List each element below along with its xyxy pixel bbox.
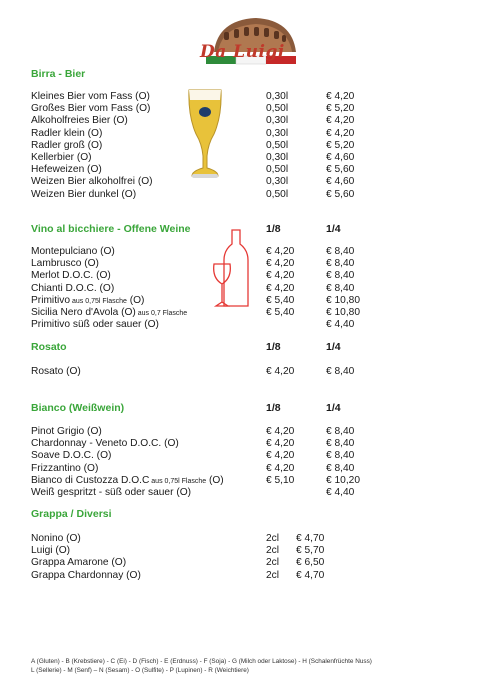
item-col-1: 0,30l	[266, 152, 289, 163]
item-name-text: Montepulciano (O)	[31, 246, 115, 257]
item-name-text: Weizen Bier dunkel (O)	[31, 188, 137, 200]
item-name-text: Kleines Bier vom Fass (O)	[31, 91, 150, 102]
item-name	[31, 164, 102, 176]
item-name-text: Soave D.O.C. (O)	[31, 450, 112, 462]
item-col-1: € 4,20	[266, 426, 295, 437]
item-name	[31, 103, 150, 115]
item-col-2: € 8,40	[326, 438, 355, 450]
bottle-note: aus 0,75l Flasche	[70, 297, 127, 305]
section-title-beer: Birra - Bier	[31, 68, 86, 80]
item-col-2: € 8,40	[326, 246, 355, 257]
list-item	[31, 557, 371, 569]
item-name	[31, 140, 102, 152]
item-col-2: € 4,70	[296, 569, 325, 581]
item-col-2: € 8,40	[326, 258, 355, 270]
item-col-1: 0,30l	[266, 176, 289, 188]
item-col-2: € 8,40	[326, 426, 355, 437]
item-col-2: € 4,40	[326, 319, 355, 331]
item-name-text: Luigi (O)	[31, 545, 71, 557]
item-name-text: Kellerbier (O)	[31, 152, 92, 163]
list-item	[31, 463, 371, 475]
item-name-suffix: (O)	[126, 294, 145, 306]
item-name	[31, 176, 153, 188]
item-col-1: 0,50l	[266, 164, 289, 176]
col-head-red-1-8: 1/8	[266, 223, 281, 235]
item-name	[31, 283, 114, 295]
bottle-note: aus 0,7 Flasche	[135, 310, 188, 317]
item-col-2: € 4,20	[326, 127, 355, 139]
list-item	[31, 258, 371, 270]
allergen-legend	[31, 657, 372, 675]
list-item	[31, 246, 371, 258]
item-name-text: Rosato (O)	[31, 366, 81, 377]
restaurant-logo-text: Da Luigi	[200, 42, 285, 62]
list-item	[31, 189, 371, 201]
list-item	[31, 295, 371, 307]
item-col-1: € 5,40	[266, 307, 295, 318]
item-name	[31, 115, 128, 127]
list-item	[31, 487, 371, 499]
item-name	[31, 545, 70, 557]
list-item	[31, 307, 371, 319]
wine-bottle-glass-icon	[212, 228, 262, 310]
col-head-rosato-1-4: 1/4	[326, 341, 341, 353]
item-name-text: Weiß gespritzt - süß oder sauer (O)	[31, 487, 192, 498]
item-name	[31, 570, 141, 582]
item-col-2: € 6,50	[296, 557, 325, 569]
item-name-text: Großes Bier vom Fass (O)	[31, 103, 151, 115]
item-name	[31, 189, 136, 201]
item-col-2: € 10,20	[326, 474, 360, 486]
item-col-1: 2cl	[266, 545, 280, 557]
item-name	[31, 487, 191, 499]
item-col-1: € 4,20	[266, 246, 295, 257]
item-name	[31, 246, 115, 258]
list-item	[31, 319, 371, 331]
item-name-text: Bianco di Custozza D.O.C	[31, 474, 150, 486]
item-col-1: € 4,20	[266, 438, 295, 450]
item-col-2: € 5,70	[296, 545, 325, 557]
item-name-suffix: (O)	[206, 474, 224, 486]
item-name	[31, 128, 102, 140]
list-item	[31, 475, 371, 487]
list-item	[31, 283, 371, 295]
item-name	[31, 463, 98, 475]
item-name-text: Weizen Bier alkoholfrei (O)	[31, 176, 153, 188]
item-col-2: € 8,40	[326, 450, 355, 462]
list-item	[31, 366, 371, 378]
item-name-text: Alkoholfreies Bier (O)	[31, 115, 128, 127]
item-name-text: Sicilia Nero d'Avola (O)	[31, 307, 136, 318]
item-col-2: € 8,40	[326, 270, 355, 282]
item-name	[31, 438, 179, 450]
item-name-text: Chardonnay - Veneto D.O.C. (O)	[31, 438, 179, 450]
allergen-line-2: L (Sellerie) - M (Senf) – N (Sesam) - O (Sulfite) - P (Lupinen) - R (Weichtiere)	[31, 667, 249, 674]
item-col-2: € 4,40	[326, 487, 355, 498]
item-col-2: € 4,20	[326, 115, 355, 127]
item-name-text: Grappa Amarone (O)	[31, 557, 127, 569]
item-name-text: Lambrusco (O)	[31, 258, 99, 270]
item-name-text: Merlot D.O.C. (O)	[31, 270, 111, 282]
item-col-1: 0,30l	[266, 115, 289, 127]
section-title-bianco: Bianco (Weißwein)	[31, 402, 125, 414]
item-col-1: € 5,40	[266, 294, 295, 306]
item-name-text: Frizzantino (O)	[31, 462, 99, 474]
item-name-text: Pinot Grigio (O)	[31, 426, 102, 437]
item-col-1: 2cl	[266, 569, 280, 581]
item-col-2: € 8,40	[326, 366, 355, 377]
item-name-text: Grappa Chardonnay (O)	[31, 569, 141, 581]
item-name-text: Nonino (O)	[31, 533, 81, 544]
item-col-2: € 8,40	[326, 462, 355, 474]
item-name-text: Hefeweizen (O)	[31, 164, 102, 176]
item-name	[31, 557, 126, 569]
list-item	[31, 438, 371, 450]
bottle-note: aus 0,75l Flasche	[149, 477, 207, 485]
item-col-1: € 4,20	[266, 258, 295, 270]
list-item	[31, 450, 371, 462]
item-name	[31, 307, 187, 320]
item-name	[31, 450, 111, 462]
list-item	[31, 545, 371, 557]
item-col-2: € 5,60	[326, 188, 355, 200]
col-head-red-1-4: 1/4	[326, 223, 341, 235]
item-col-2: € 4,60	[326, 176, 355, 188]
item-col-2: € 10,80	[326, 307, 360, 318]
item-col-1: 0,50l	[266, 103, 289, 115]
list-item	[31, 426, 371, 438]
item-name-text: Primitivo süß oder sauer (O)	[31, 319, 159, 331]
item-col-1: 2cl	[266, 557, 280, 569]
item-col-1: € 4,20	[266, 366, 295, 377]
item-col-2: € 5,20	[326, 103, 355, 115]
item-col-2: € 10,80	[326, 294, 360, 306]
col-head-rosato-1-8: 1/8	[266, 341, 281, 353]
item-name-text: Radler klein (O)	[31, 127, 103, 139]
item-name	[31, 475, 224, 488]
item-name-text: Chianti D.O.C. (O)	[31, 282, 115, 294]
item-col-1: € 4,20	[266, 270, 295, 282]
item-col-2: € 5,20	[326, 139, 355, 151]
item-col-2: € 4,20	[326, 91, 355, 102]
item-name	[31, 426, 102, 438]
item-name-text: Radler groß (O)	[31, 139, 103, 151]
item-name-text: Primitivo	[31, 294, 71, 306]
section-title-red-wine: Vino al bicchiere - Offene Weine	[31, 223, 191, 235]
section-title-rosato: Rosato	[31, 341, 67, 353]
item-name	[31, 366, 81, 378]
item-col-1: 0,50l	[266, 188, 289, 200]
item-name	[31, 270, 111, 282]
item-col-1: 0,30l	[266, 91, 289, 102]
item-col-1: € 4,20	[266, 282, 295, 294]
item-col-1: € 5,10	[266, 474, 295, 486]
item-col-2: € 8,40	[326, 282, 355, 294]
item-name	[31, 258, 99, 270]
list-item	[31, 570, 371, 582]
col-head-bianco-1-8: 1/8	[266, 402, 281, 414]
list-item	[31, 270, 371, 282]
item-name	[31, 533, 81, 545]
item-name	[31, 295, 144, 308]
item-col-2: € 5,60	[326, 164, 355, 176]
list-item	[31, 533, 371, 545]
item-col-1: 0,30l	[266, 127, 289, 139]
item-col-1: 0,50l	[266, 139, 289, 151]
item-name	[31, 91, 150, 103]
item-col-2: € 4,60	[326, 152, 355, 163]
allergen-line-1: A (Gluten) - B (Krebstiere) - C (Ei) - D (Fisch) - E (Erdnuss) - F (Soja) - G (Milch oder Laktose) - H (Schalenfrüchte Nuss)	[31, 658, 372, 665]
item-name	[31, 152, 92, 164]
item-col-2: € 4,70	[296, 533, 325, 544]
item-col-1: € 4,20	[266, 450, 295, 462]
beer-glass-icon	[184, 86, 226, 186]
section-title-grappa: Grappa / Diversi	[31, 508, 112, 520]
col-head-bianco-1-4: 1/4	[326, 402, 341, 414]
item-col-1: € 4,20	[266, 462, 295, 474]
item-name	[31, 319, 159, 331]
item-col-1: 2cl	[266, 533, 280, 544]
